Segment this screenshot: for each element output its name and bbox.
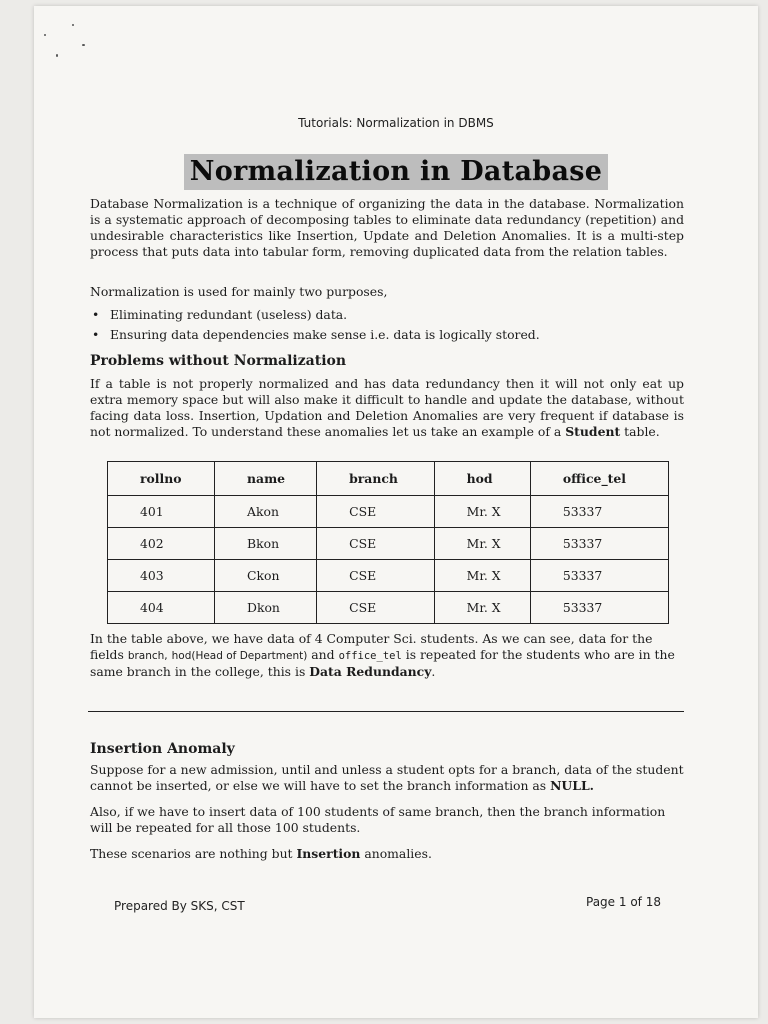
table-cell: Akon — [215, 496, 317, 528]
insertion-paragraph-2: Also, if we have to insert data of 100 students of same branch, then the branch information will be repeated for all those 100 students. — [90, 804, 666, 835]
table-cell: CSE — [317, 528, 435, 560]
table-header-row — [108, 462, 669, 496]
insertion-paragraph-1 — [90, 762, 684, 794]
title-block — [34, 154, 758, 190]
list-item: • Eliminating redundant (useless) data. — [90, 307, 684, 322]
table-cell: 53337 — [530, 496, 668, 528]
purposes-list — [90, 307, 684, 347]
section-heading-insertion: Insertion Anomaly — [90, 741, 235, 757]
table-row — [108, 496, 669, 528]
scan-speck — [56, 54, 58, 57]
hod-expansion: (Head of Department) — [191, 650, 308, 662]
and-word: and — [311, 647, 335, 662]
table-cell: Mr. X — [434, 496, 530, 528]
column-header: branch — [317, 462, 435, 496]
running-header: Tutorials: Normalization in DBMS — [298, 116, 494, 130]
problems-text: If a table is not properly normalized and has data redundancy then it will not only eat up extra memory space but will also make it difficult to handle and update the database, without facing data loss. Insertion, Updation and Deletion Anomalies are very frequent if database is not normalized. To understand these anomalies let us take an example of a — [90, 376, 684, 439]
table-row — [108, 560, 669, 592]
data-redundancy-term: Data Redundancy — [309, 664, 432, 679]
problems-paragraph — [90, 376, 684, 440]
table-row — [108, 592, 669, 624]
null-term: NULL. — [550, 778, 594, 793]
list-item: • Ensuring data dependencies make sense i.e. data is logically stored. — [90, 327, 684, 342]
column-header: hod — [434, 462, 530, 496]
table-cell: 53337 — [530, 592, 668, 624]
column-header: office_tel — [530, 462, 668, 496]
footer-page-number: Page 1 of 18 — [586, 895, 661, 909]
insertion-text-1: Suppose for a new admission, until and unless a student opts for a branch, data of the student cannot be inserted, or else we will have to set the branch information as — [90, 762, 684, 793]
table-cell: CSE — [317, 592, 435, 624]
table-row — [108, 528, 669, 560]
footer-author: Prepared By SKS, CST — [114, 899, 245, 913]
field-hod: hod — [171, 650, 192, 662]
section-divider — [88, 711, 684, 712]
redundancy-paragraph — [90, 631, 684, 680]
table-cell: 403 — [108, 560, 215, 592]
table-cell: CSE — [317, 560, 435, 592]
scan-speck — [72, 24, 74, 26]
intro-paragraph: Database Normalization is a technique of organizing the data in the database. Normalization is a systematic approach of decomposing tables to eliminate data redundancy (repetition) and undesirable characteristics like Insertion, Update and Deletion Anomalies. It is a multi-step process that puts data into tabular form, removing duplicated data from the relation tables. — [90, 196, 684, 259]
insertion-term: Insertion — [296, 846, 361, 861]
insertion-paragraph-3 — [90, 846, 684, 862]
redundancy-text-2: is repeated for the students who are in the same branch in the college, this is — [90, 647, 675, 679]
page-title: Normalization in Database — [184, 154, 609, 190]
section-heading-problems: Problems without Normalization — [90, 353, 347, 369]
table-cell: 404 — [108, 592, 215, 624]
column-header: name — [215, 462, 317, 496]
table-cell: Mr. X — [434, 592, 530, 624]
table-cell: Dkon — [215, 592, 317, 624]
table-cell: Bkon — [215, 528, 317, 560]
table-cell: 53337 — [530, 560, 668, 592]
table-cell: Mr. X — [434, 560, 530, 592]
redundancy-text-1: In the table above, we have data of 4 Computer Sci. students. As we can see, data for the fields — [90, 631, 653, 662]
table-cell: 53337 — [530, 528, 668, 560]
table-word: table. — [624, 424, 660, 439]
anomalies-word: anomalies. — [364, 846, 432, 861]
insertion-text-3: These scenarios are nothing but — [90, 846, 293, 861]
scan-speck — [44, 34, 46, 36]
document-page — [34, 6, 758, 1018]
table-cell: 401 — [108, 496, 215, 528]
scan-speck — [82, 44, 85, 46]
table-cell: 402 — [108, 528, 215, 560]
table-cell: CSE — [317, 496, 435, 528]
table-cell: Mr. X — [434, 528, 530, 560]
student-term: Student — [565, 424, 621, 439]
field-branch: branch, — [127, 650, 168, 662]
column-header: rollno — [108, 462, 215, 496]
table-cell: Ckon — [215, 560, 317, 592]
student-table — [107, 461, 669, 624]
sentence-end: . — [431, 664, 436, 679]
field-office-tel: office_tel — [338, 650, 402, 662]
purposes-lead: Normalization is used for mainly two purposes, — [90, 284, 388, 299]
